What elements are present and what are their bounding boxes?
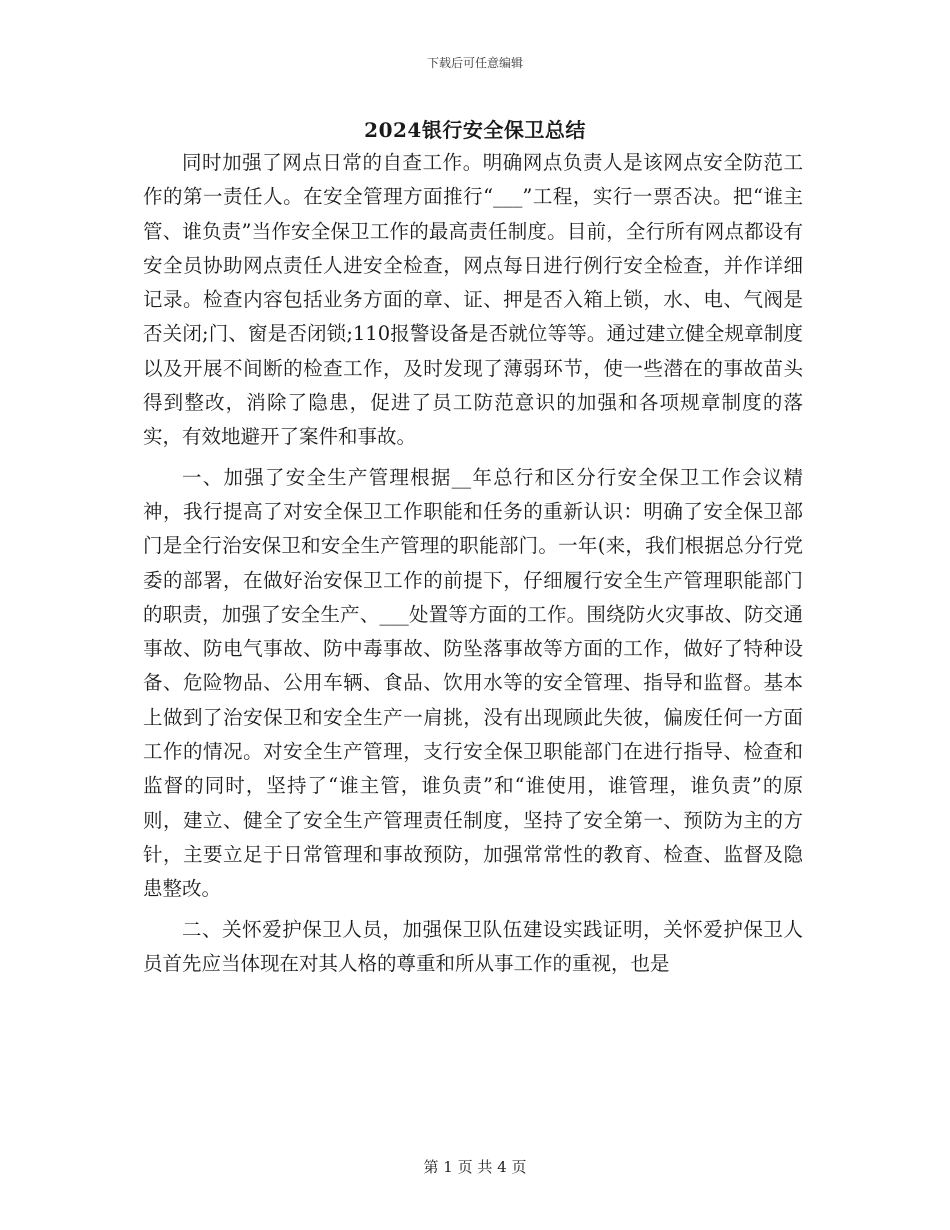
page-number: 第 1 页 共 4 页 bbox=[423, 1158, 527, 1176]
paragraph: 二、关怀爱护保卫人员，加强保卫队伍建设实践证明，关怀爱护保卫人员首先应当体现在对其人格的尊重和所从事工作的重视，也是 bbox=[143, 917, 803, 975]
paragraph: 同时加强了网点日常的自查工作。明确网点负责人是该网点安全防范工作的第一责任人。在安全管理方面推行“___”工程，实行一票否决。把“谁主管、谁负责”当作安全保卫工作的最高责任制度。目前，全行所有网点都设有安全员协助网点责任人进安全检查，网点每日进行例行安全检查，并作详细记录。检查内容包括业务方面的章、证、押是否入箱上锁，水、电、气阀是否关闭;门、窗是否闭锁;110报警设备是否就位等等。通过建立健全规章制度以及开展不间断的检查工作，及时发现了薄弱环节，使一些潜在的事故苗头得到整改，消除了隐患，促进了员工防范意识的加强和各项规章制度的落实，有效地避开了案件和事故。 bbox=[143, 151, 803, 449]
paragraph: 一、加强了安全生产管理根据__年总行和区分行安全保卫工作会议精神，我行提高了对安全保卫工作职能和任务的重新认识：明确了安全保卫部门是全行治安保卫和安全生产管理的职能部门。一年(来，我们根据总分行党委的部署，在做好治安保卫工作的前提下，仔细履行安全生产管理职能部门的职责，加强了安全生产、___处置等方面的工作。围绕防火灾事故、防交通事故、防电气事故、防中毒事故、防坠落事故等方面的工作，做好了特种设备、危险物品、公用车辆、食品、饮用水等的安全管理、指导和监督。基本上做到了治安保卫和安全生产一肩挑，没有出现顾此失彼，偏废任何一方面工作的情况。对安全生产管理，支行安全保卫职能部门在进行指导、检查和监督的同时，坚持了“谁主管，谁负责”和“谁使用，谁管理，谁负责”的原则，建立、健全了安全生产管理责任制度，坚持了安全第一、预防为主的方针，主要立足于日常管理和事故预防，加强常常性的教育、检查、监督及隐患整改。 bbox=[143, 465, 803, 901]
document-body bbox=[143, 146, 803, 981]
header-note: 下载后可任意编辑 bbox=[426, 56, 523, 70]
document-title: 2024银行安全保卫总结 bbox=[364, 118, 586, 142]
